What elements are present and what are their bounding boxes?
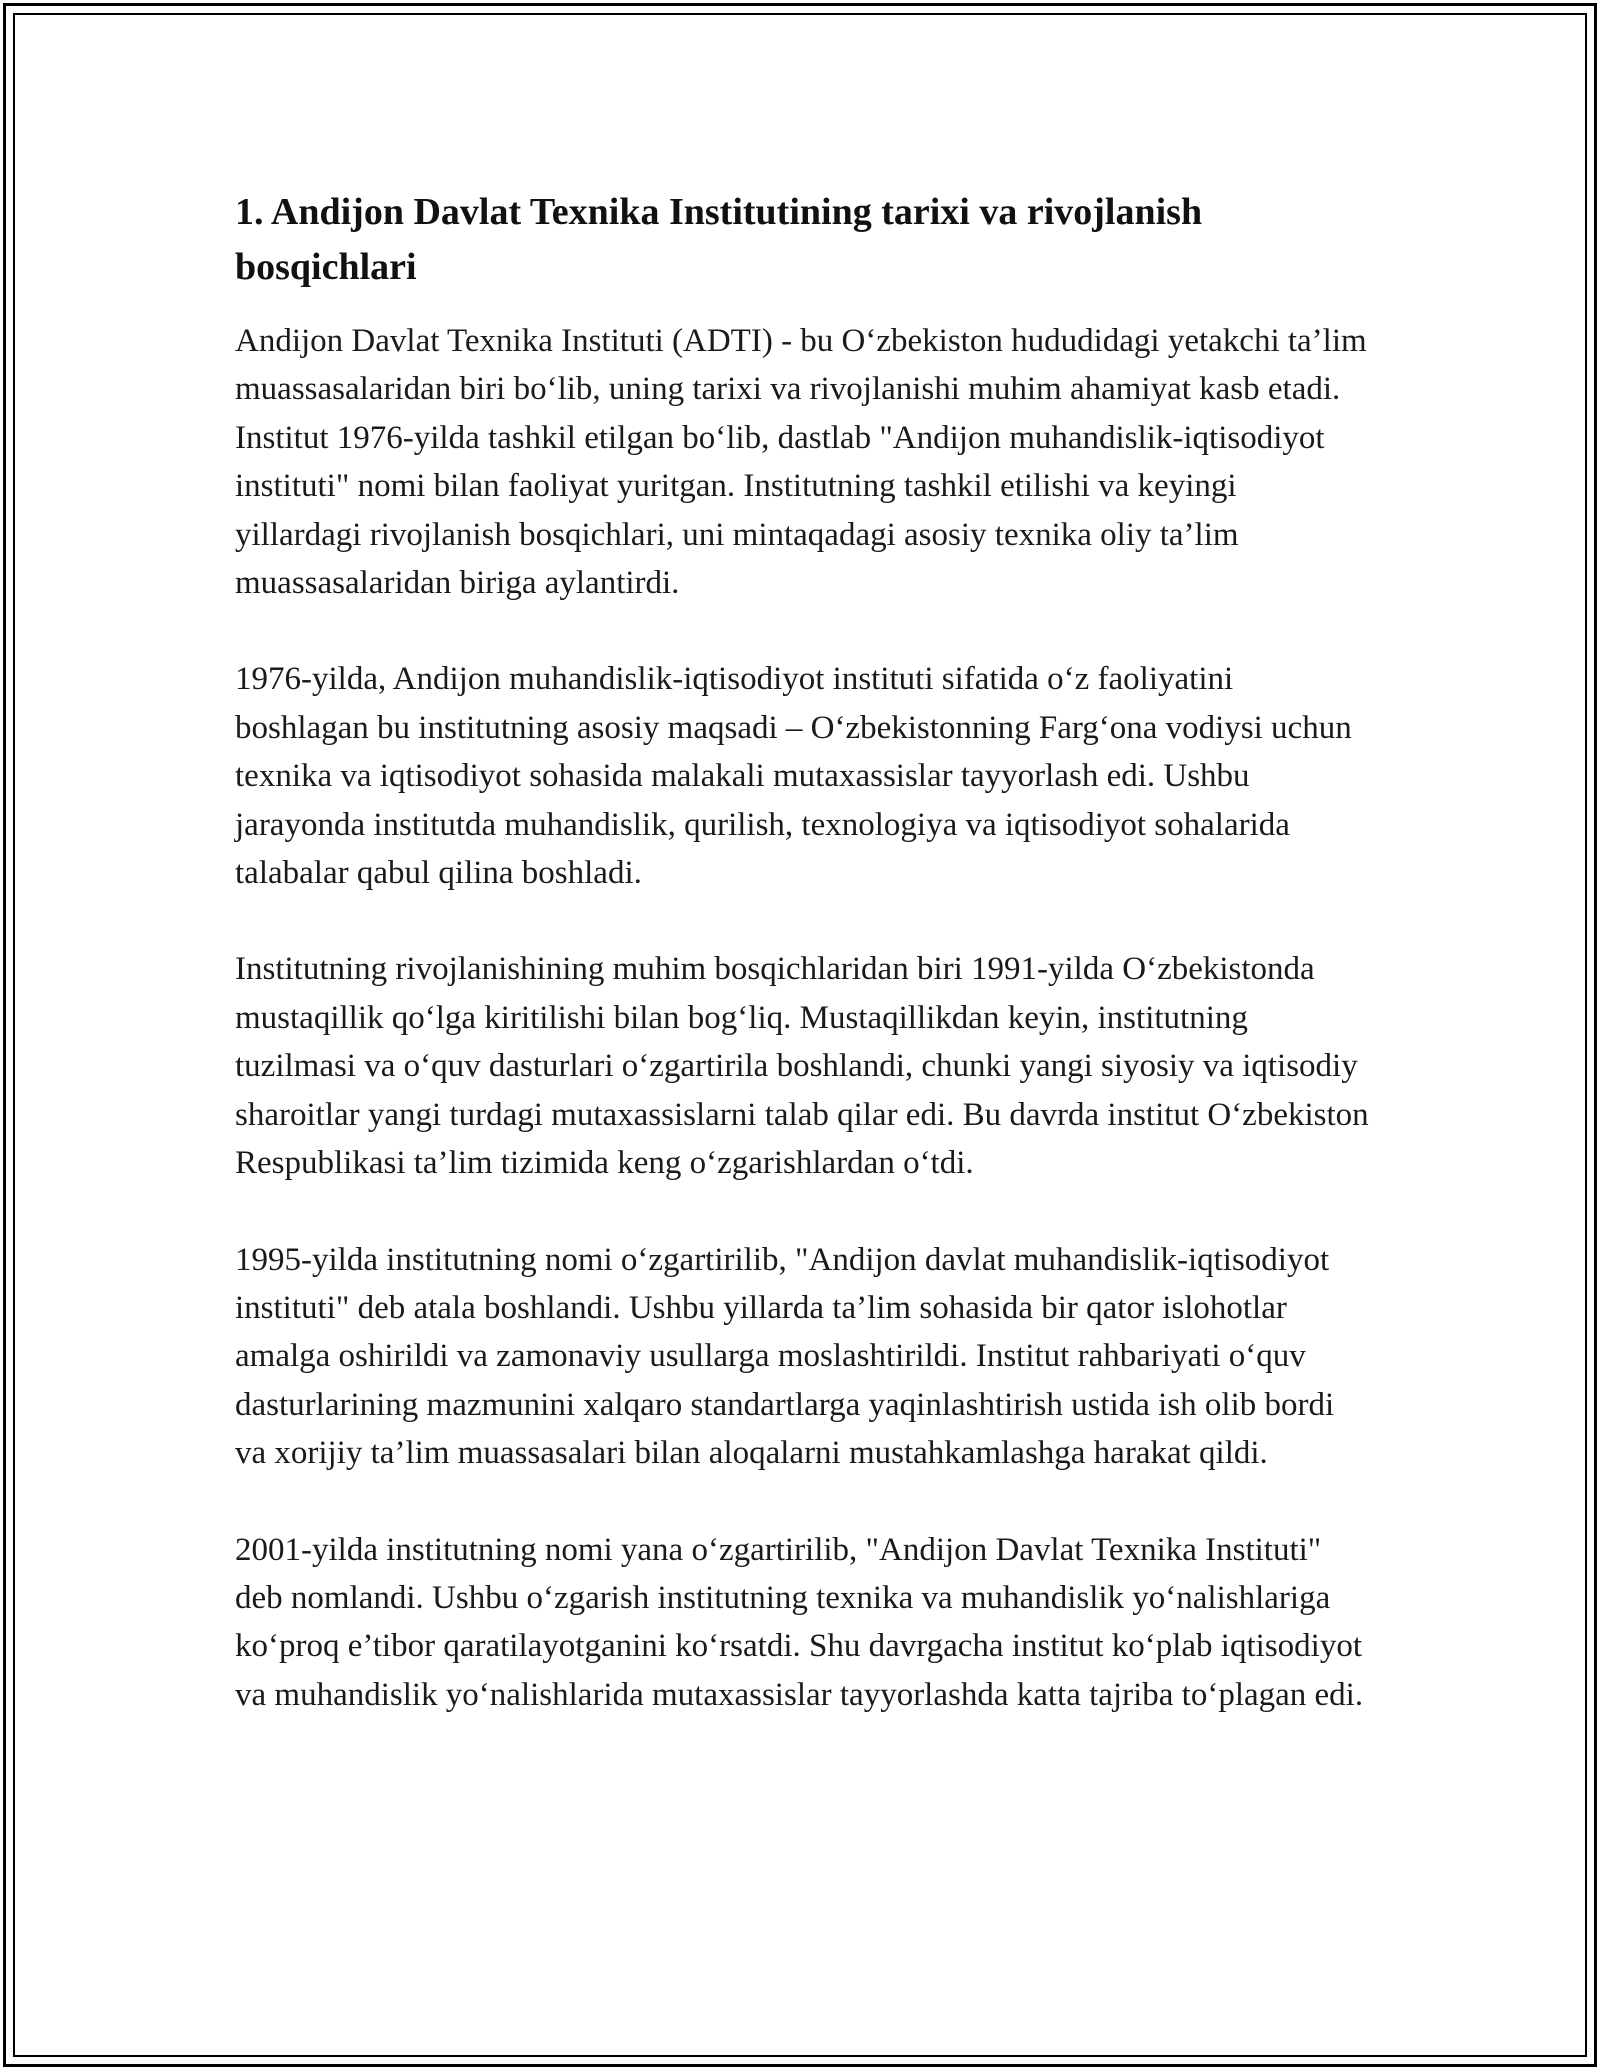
document-body <box>235 185 1370 1767</box>
section-heading: 1. Andijon Davlat Texnika Institutining tarixi va rivojlanish bosqichlari <box>235 191 1203 288</box>
paragraph-1: Andijon Davlat Texnika Instituti (ADTI) - bu O‘zbekiston hududidagi yetakchi ta’lim muassasalaridan biri bo‘lib, uning tarixi va rivojlanishi muhim ahamiyat kasb etadi. Institut 1976-yilda tashkil etilgan bo‘lib, dastlab "Andijon muhandislik-iqtisodiyot instituti" nomi bilan faoliyat yuritgan. Institutning tashkil etilishi va keyingi yillardagi rivojlanish bosqichlari, uni mintaqadagi asosiy texnika oliy ta’lim muassasalaridan biriga aylantirdi. <box>235 323 1367 602</box>
paragraph-4: 1995-yilda institutning nomi o‘zgartirilib, "Andijon davlat muhandislik-iqtisodiyot instituti" deb atala boshlandi. Ushbu yillarda ta’lim sohasida bir qator islohotlar amalga oshirildi va zamonaviy usullarga moslashtirildi. Institut rahbariyati o‘quv dasturlarining mazmunini xalqaro standartlarga yaqinlashtirish ustida ish olib bordi va xorijiy ta’lim muassasalari bilan aloqalarni mustahkamlashga harakat qildi. <box>235 1241 1335 1472</box>
paragraph-2: 1976-yilda, Andijon muhandislik-iqtisodiyot instituti sifatida o‘z faoliyatini boshlagan bu institutning asosiy maqsadi – O‘zbekistonning Farg‘ona vodiysi uchun texnika va iqtisodiyot sohasida malakali mutaxassislar tayyorlash edi. Ushbu jarayonda institutda muhandislik, qurilish, texnologiya va iqtisodiyot sohalarida talabalar qabul qilina boshladi. <box>235 661 1352 892</box>
paragraph-3: Institutning rivojlanishining muhim bosqichlaridan biri 1991-yilda O‘zbekistonda mustaqillik qo‘lga kiritilishi bilan bog‘liq. Mustaqillikdan keyin, institutning tuzilmasi va o‘quv dasturlari o‘zgartirila boshlandi, chunki yangi siyosiy va iqtisodiy sharoitlar yangi turdagi mutaxassislarni talab qilar edi. Bu davrda institut O‘zbekiston Respublikasi ta’lim tizimida keng o‘zgarishlardan o‘tdi. <box>235 951 1369 1182</box>
paragraph-5: 2001-yilda institutning nomi yana o‘zgartirilib, "Andijon Davlat Texnika Instituti" deb nomlandi. Ushbu o‘zgarish institutning texnika va muhandislik yo‘nalishlariga ko‘proq e’tibor qaratilayotganini ko‘rsatdi. Shu davrgacha institut ko‘plab iqtisodiyot va muhandislik yo‘nalishlarida mutaxassislar tayyorlashda katta tajriba to‘plagan edi. <box>235 1531 1364 1713</box>
